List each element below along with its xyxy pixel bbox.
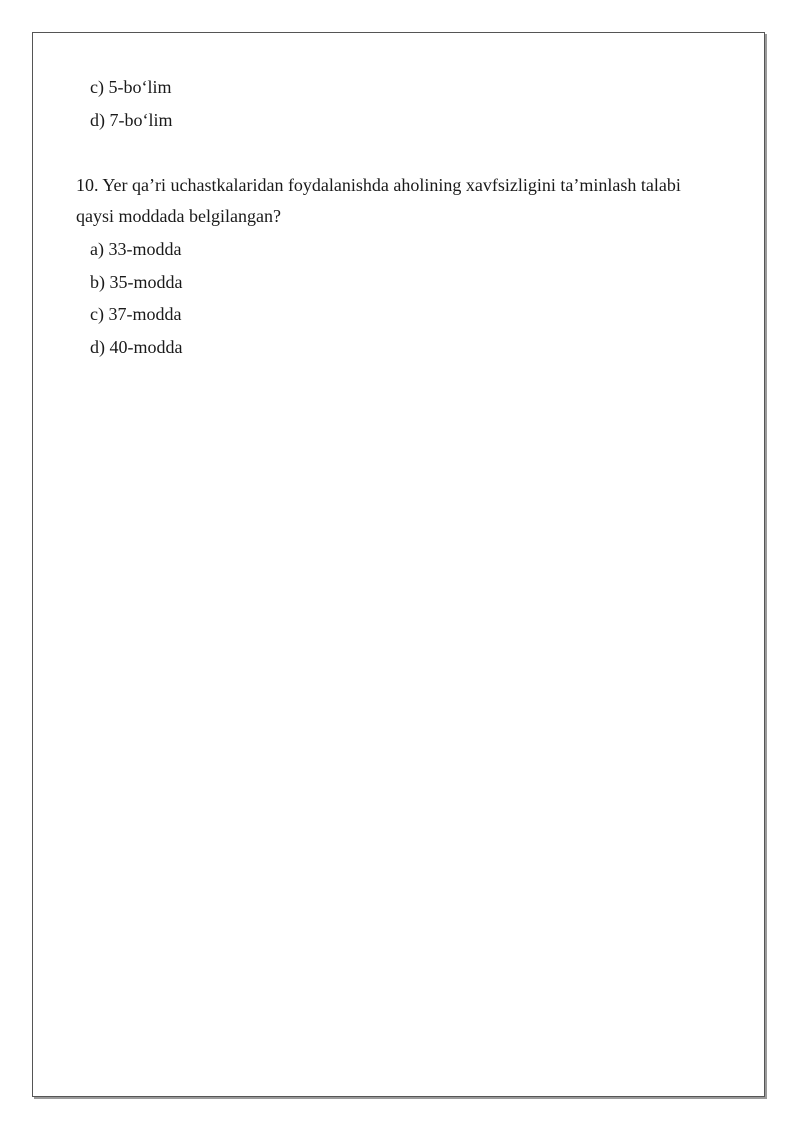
- question-10-option-d: d) 40-modda: [90, 337, 183, 357]
- question-10-option-b: b) 35-modda: [90, 272, 183, 292]
- prev-option-c: c) 5-bo‘lim: [90, 77, 172, 97]
- question-10-option-a: a) 33-modda: [90, 239, 182, 259]
- question-10-text-line-1: 10. Yer qa’ri uchastkalaridan foydalanishda aholining xavfsizligini ta’minlash talabi: [76, 175, 681, 195]
- prev-option-d: d) 7-bo‘lim: [90, 110, 173, 130]
- question-10-option-c: c) 37-modda: [90, 304, 182, 324]
- question-10-text-line-2: qaysi moddada belgilangan?: [76, 206, 281, 226]
